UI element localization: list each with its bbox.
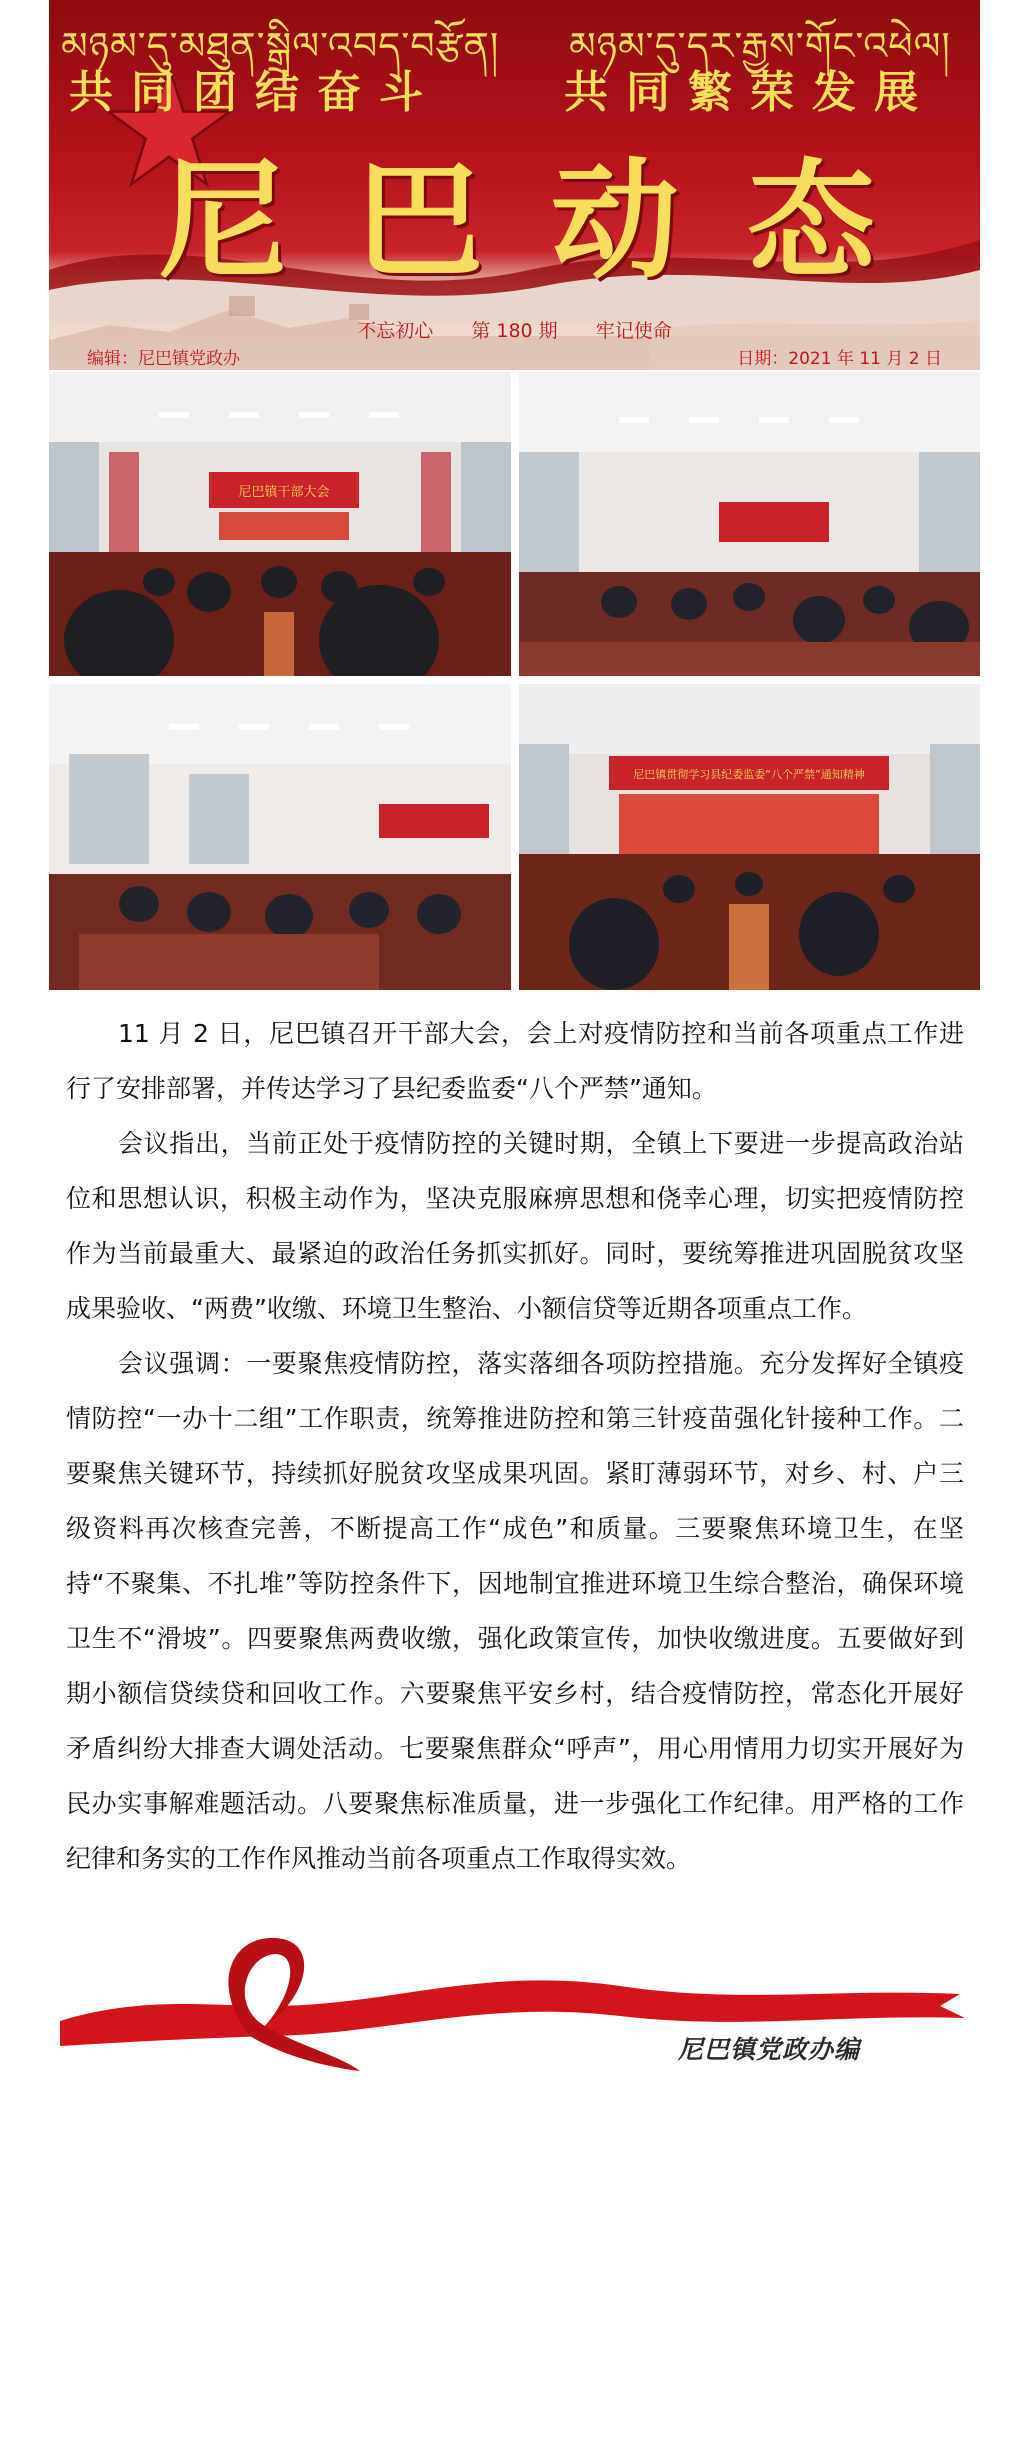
issue-number: 第 180 期 (471, 320, 558, 342)
motto-left: 不忘初心 (357, 320, 434, 342)
issue-row (49, 316, 980, 343)
slogan-right: 共同繁荣发展 (564, 67, 936, 118)
article-paragraph: 11 月 2 日，尼巴镇召开干部大会，会上对疫情防控和当前各项重点工作进行了安排部署，并传达学习了县纪委监委“八个严禁”通知。 (66, 1019, 964, 1103)
photo-banner-text: 尼巴镇干部大会 (238, 485, 330, 500)
meeting-photo-1 (49, 372, 511, 676)
photo-banner-text: 尼巴镇贯彻学习县纪委监委“八个严禁”通知精神 (633, 768, 865, 781)
tibetan-slogan-left: མཉམ་དུ་མཐུན་སྒྲིལ་འབད་བརྩོན། (61, 24, 500, 68)
header-banner (49, 0, 980, 370)
meeting-photo-2 (519, 372, 980, 676)
article-paragraph: 会议指出，当前正处于疫情防控的关键时期，全镇上下要进一步提高政治站位和思想认识，积极主动作为，坚决克服麻痹思想和侥幸心理，切实把疫情防控作为当前最重大、最紧迫的政治任务抓实抓好。同时，要统筹推进巩固脱贫攻坚成果验收、“两费”收缴、环境卫生整治、小额信贷等近期各项重点工作。 (66, 1129, 964, 1323)
slogan-left: 共同团结奋斗 (69, 67, 441, 118)
article-body (66, 1006, 964, 1886)
article-paragraph: 会议强调：一要聚焦疫情防控，落实落细各项防控措施。充分发挥好全镇疫情防控“一办十二组”工作职责，统筹推进防控和第三针疫苗强化针接种工作。二要聚焦关键环节，持续抓好脱贫攻坚成果巩固。紧盯薄弱环节，对乡、村、户三级资料再次核查完善，不断提高工作“成色”和质量。三要聚焦环境卫生，在坚持“不聚集、不扎堆”等防控条件下，因地制宜推进环境卫生综合整治，确保环境卫生不“滑坡”。四要聚焦两费收缴，强化政策宣传，加快收缴进度。五要做好到期小额信贷续贷和回收工作。六要聚焦平安乡村，结合疫情防控，常态化开展好矛盾纠纷大排查大调处活动。七要聚焦群众“呼声”，用心用情用力切实开展好为民办实事解难题活动。八要聚焦标准质量，进一步强化工作纪律。用严格的工作纪律和务实的工作作风推动当前各项重点工作取得实效。 (66, 1349, 964, 1873)
tibetan-slogan-right: མཉམ་དུ་དར་རྒྱས་གོང་འཕེལ། (569, 24, 951, 68)
date-label: 日期：2021 年 11 月 2 日 (737, 349, 942, 369)
newsletter-title: 尼巴动态 (159, 147, 944, 296)
meeting-photo-3 (49, 684, 511, 990)
meeting-photo-4 (519, 684, 980, 990)
motto-right: 牢记使命 (595, 320, 672, 342)
footer-signature: 尼巴镇党政办编 (678, 2035, 861, 2064)
editor-label: 编辑：尼巴镇党政办 (87, 349, 240, 369)
